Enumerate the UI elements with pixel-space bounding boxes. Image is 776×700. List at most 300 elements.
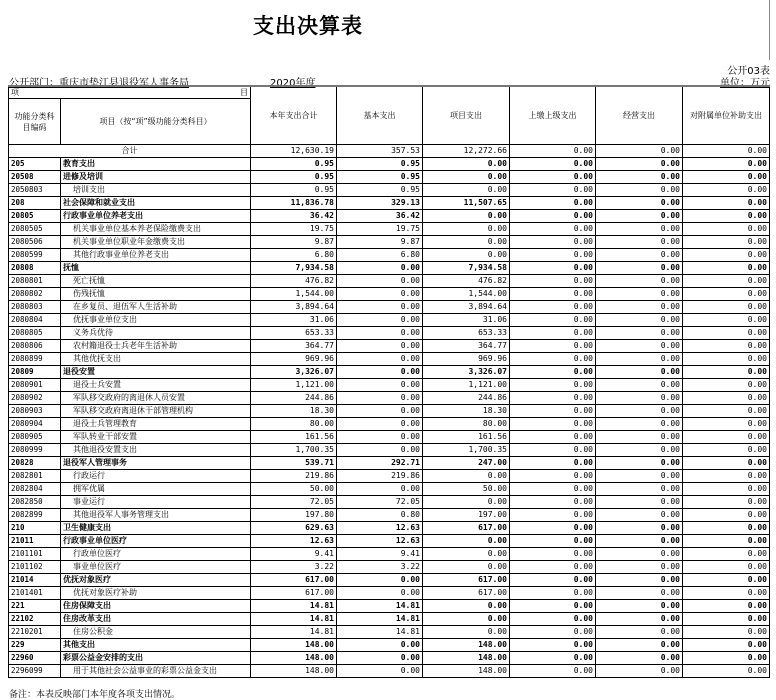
- row-value: 617.00: [423, 574, 510, 587]
- row-name: 其他退役军人事务管理支出: [61, 509, 251, 522]
- row-value: 1,121.00: [423, 379, 510, 392]
- row-value: 0.00: [683, 509, 770, 522]
- row-value: 0.00: [510, 353, 596, 366]
- header-name: 项目（按“项”级功能分类科目）: [61, 99, 251, 145]
- title-text: 支出决算表: [253, 14, 363, 38]
- row-value: 9.87: [337, 236, 423, 249]
- row-value: 219.86: [251, 470, 337, 483]
- row-value: 148.00: [251, 652, 337, 665]
- row-value: 0.80: [337, 509, 423, 522]
- total-label: 合计: [9, 145, 251, 158]
- row-value: 0.00: [510, 366, 596, 379]
- form-number: 公开03表: [727, 66, 770, 77]
- table-row: [9, 314, 770, 327]
- row-value: 0.00: [683, 366, 770, 379]
- row-value: 0.00: [683, 574, 770, 587]
- table-row: [9, 353, 770, 366]
- row-name: 住房公积金: [61, 626, 251, 639]
- row-value: 0.00: [683, 405, 770, 418]
- row-code: 2080505: [9, 223, 61, 236]
- row-value: 617.00: [423, 522, 510, 535]
- row-value: 0.00: [596, 444, 683, 457]
- row-value: 0.00: [510, 457, 596, 470]
- row-value: 0.00: [423, 223, 510, 236]
- row-name: 住房保障支出: [61, 600, 251, 613]
- table-row: [9, 665, 770, 678]
- table-row: [9, 431, 770, 444]
- row-name: 教育支出: [61, 158, 251, 171]
- row-value: 329.13: [337, 197, 423, 210]
- header-group: [9, 86, 251, 99]
- unit-label: 单位：万元: [720, 78, 770, 89]
- header-group-right: 目: [240, 88, 248, 98]
- row-value: 0.00: [596, 639, 683, 652]
- table-row: [9, 483, 770, 496]
- row-code: 2296099: [9, 665, 61, 678]
- row-value: 148.00: [423, 665, 510, 678]
- row-name: 在乡复员、退伍军人生活补助: [61, 301, 251, 314]
- row-value: 3,326.07: [423, 366, 510, 379]
- row-value: 0.00: [510, 509, 596, 522]
- row-value: 0.00: [423, 158, 510, 171]
- row-value: 0.00: [683, 496, 770, 509]
- row-name: 优抚对象医疗补助: [61, 587, 251, 600]
- row-value: 0.95: [251, 184, 337, 197]
- row-code: 2080506: [9, 236, 61, 249]
- row-value: 0.00: [596, 613, 683, 626]
- row-value: 18.30: [251, 405, 337, 418]
- row-value: 0.00: [596, 249, 683, 262]
- row-value: 0.00: [596, 236, 683, 249]
- row-value: 0.00: [596, 288, 683, 301]
- row-value: 148.00: [251, 639, 337, 652]
- row-value: 0.00: [596, 314, 683, 327]
- row-value: 0.00: [683, 600, 770, 613]
- header-code: 功能分类科目编码: [9, 99, 61, 145]
- row-name: 行政运行: [61, 470, 251, 483]
- row-value: 0.00: [683, 470, 770, 483]
- row-value: 7,934.58: [251, 262, 337, 275]
- row-value: 11,836.78: [251, 197, 337, 210]
- row-value: 0.00: [337, 418, 423, 431]
- row-value: 0.00: [423, 236, 510, 249]
- row-value: 0.00: [596, 665, 683, 678]
- row-code: 2080804: [9, 314, 61, 327]
- row-value: 19.75: [337, 223, 423, 236]
- row-value: 0.00: [596, 574, 683, 587]
- row-code: 2080903: [9, 405, 61, 418]
- row-value: 0.00: [423, 535, 510, 548]
- row-name: 进修及培训: [61, 171, 251, 184]
- row-name: 退役军人管理事务: [61, 457, 251, 470]
- row-name: 住房改革支出: [61, 613, 251, 626]
- table-row: [9, 327, 770, 340]
- row-value: 0.00: [596, 431, 683, 444]
- row-code: 2101101: [9, 548, 61, 561]
- row-value: 161.56: [423, 431, 510, 444]
- row-value: 11,507.65: [423, 197, 510, 210]
- row-value: 9.41: [251, 548, 337, 561]
- row-value: 244.86: [423, 392, 510, 405]
- row-name: 机关事业单位职业年金缴费支出: [61, 236, 251, 249]
- row-value: 0.00: [510, 561, 596, 574]
- row-value: 6.80: [337, 249, 423, 262]
- row-value: 0.00: [337, 574, 423, 587]
- table-row: [9, 275, 770, 288]
- row-value: 19.75: [251, 223, 337, 236]
- row-value: 0.00: [683, 353, 770, 366]
- row-name: 军队移交政府离退休干部管理机构: [61, 405, 251, 418]
- row-value: 0.00: [423, 210, 510, 223]
- row-value: 0.00: [510, 314, 596, 327]
- row-value: 0.00: [596, 184, 683, 197]
- row-value: 0.00: [596, 171, 683, 184]
- row-value: 0.00: [683, 249, 770, 262]
- row-value: 0.00: [510, 418, 596, 431]
- row-value: 0.00: [510, 444, 596, 457]
- row-code: 2082850: [9, 496, 61, 509]
- row-value: 244.86: [251, 392, 337, 405]
- row-name: 拥军优属: [61, 483, 251, 496]
- row-value: 0.00: [596, 275, 683, 288]
- row-code: 2080805: [9, 327, 61, 340]
- footnote: 备注：本表反映部门本年度各项支出情况。: [9, 690, 181, 700]
- row-value: 1,700.35: [251, 444, 337, 457]
- row-value: 476.82: [251, 275, 337, 288]
- row-value: 31.06: [251, 314, 337, 327]
- table-row: [9, 444, 770, 457]
- row-value: 3,326.07: [251, 366, 337, 379]
- row-name: 行政单位医疗: [61, 548, 251, 561]
- row-value: 629.63: [251, 522, 337, 535]
- row-code: 2210201: [9, 626, 61, 639]
- row-value: 969.96: [423, 353, 510, 366]
- row-value: 0.00: [683, 171, 770, 184]
- row-name: 义务兵优待: [61, 327, 251, 340]
- row-value: 0.00: [337, 587, 423, 600]
- row-value: 9.87: [251, 236, 337, 249]
- row-value: 0.00: [596, 327, 683, 340]
- row-value: 0.00: [596, 353, 683, 366]
- row-name: 死亡抚恤: [61, 275, 251, 288]
- row-value: 3,894.64: [423, 301, 510, 314]
- table-row: [9, 379, 770, 392]
- row-value: 0.95: [251, 158, 337, 171]
- row-value: 219.86: [337, 470, 423, 483]
- row-value: 0.00: [683, 184, 770, 197]
- row-value: 197.00: [423, 509, 510, 522]
- row-value: 0.00: [683, 548, 770, 561]
- table-row: [9, 457, 770, 470]
- row-value: 0.00: [337, 379, 423, 392]
- expenditure-table: [8, 85, 770, 678]
- row-value: 0.00: [596, 483, 683, 496]
- row-value: 617.00: [251, 574, 337, 587]
- row-code: 2080806: [9, 340, 61, 353]
- row-value: 0.00: [337, 262, 423, 275]
- row-value: 0.00: [423, 626, 510, 639]
- row-code: 20805: [9, 210, 61, 223]
- row-value: 0.00: [683, 639, 770, 652]
- row-value: 72.05: [337, 496, 423, 509]
- row-value: 12.63: [251, 535, 337, 548]
- row-value: 0.00: [337, 353, 423, 366]
- row-value: 0.00: [683, 392, 770, 405]
- row-value: 0.00: [510, 275, 596, 288]
- row-value: 0.00: [337, 327, 423, 340]
- row-value: 0.00: [337, 405, 423, 418]
- row-value: 0.00: [337, 392, 423, 405]
- row-value: 653.33: [251, 327, 337, 340]
- row-value: 148.00: [423, 652, 510, 665]
- row-value: 14.81: [337, 613, 423, 626]
- row-value: 0.00: [510, 496, 596, 509]
- total-value: 12,630.19: [251, 145, 337, 158]
- table-row: [9, 236, 770, 249]
- header-col-operating: 经营支出: [596, 86, 683, 145]
- row-value: 0.00: [596, 626, 683, 639]
- row-value: 292.71: [337, 457, 423, 470]
- row-value: 969.96: [251, 353, 337, 366]
- row-name: 伤残抚恤: [61, 288, 251, 301]
- row-value: 0.00: [510, 613, 596, 626]
- row-code: 2080599: [9, 249, 61, 262]
- row-value: 36.42: [251, 210, 337, 223]
- row-value: 0.00: [337, 314, 423, 327]
- row-value: 80.00: [251, 418, 337, 431]
- row-value: 18.30: [423, 405, 510, 418]
- row-value: 653.33: [423, 327, 510, 340]
- department-label: 公开部门：重庆市垫江县退役军人事务局: [9, 78, 189, 89]
- row-name: 优抚事业单位支出: [61, 314, 251, 327]
- row-code: 210: [9, 522, 61, 535]
- row-code: 2050803: [9, 184, 61, 197]
- row-value: 9.41: [337, 548, 423, 561]
- table-row: [9, 522, 770, 535]
- row-value: 0.00: [337, 444, 423, 457]
- row-value: 0.00: [596, 522, 683, 535]
- row-value: 0.00: [683, 314, 770, 327]
- row-value: 0.00: [683, 340, 770, 353]
- row-value: 0.00: [510, 470, 596, 483]
- row-value: 1,544.00: [251, 288, 337, 301]
- header-col-project: 项目支出: [423, 86, 510, 145]
- row-value: 617.00: [251, 587, 337, 600]
- row-value: 0.00: [683, 418, 770, 431]
- row-value: 0.00: [683, 652, 770, 665]
- row-value: 0.00: [596, 470, 683, 483]
- row-value: 0.00: [510, 574, 596, 587]
- row-name: 优抚对象医疗: [61, 574, 251, 587]
- row-value: 0.00: [510, 652, 596, 665]
- table-row: [9, 418, 770, 431]
- row-value: 0.00: [510, 288, 596, 301]
- row-value: 148.00: [251, 665, 337, 678]
- row-value: 0.00: [596, 392, 683, 405]
- row-value: 0.00: [510, 522, 596, 535]
- row-value: 0.00: [423, 249, 510, 262]
- row-value: 0.00: [683, 327, 770, 340]
- header-col-basic: 基本支出: [337, 86, 423, 145]
- row-value: 0.00: [510, 236, 596, 249]
- row-value: 0.00: [596, 600, 683, 613]
- row-value: 0.00: [596, 210, 683, 223]
- row-value: 0.00: [596, 418, 683, 431]
- row-name: 用于其他社会公益事业的彩票公益金支出: [61, 665, 251, 678]
- row-value: 0.00: [683, 275, 770, 288]
- row-value: 0.00: [337, 483, 423, 496]
- row-value: 3,894.64: [251, 301, 337, 314]
- row-code: 2080901: [9, 379, 61, 392]
- row-value: 0.00: [683, 223, 770, 236]
- row-value: 0.00: [683, 522, 770, 535]
- row-value: 0.00: [423, 171, 510, 184]
- row-value: 0.00: [683, 197, 770, 210]
- row-value: 0.00: [596, 496, 683, 509]
- row-name: 卫生健康支出: [61, 522, 251, 535]
- row-value: 0.00: [510, 639, 596, 652]
- table-row: [9, 613, 770, 626]
- row-value: 148.00: [423, 639, 510, 652]
- row-value: 0.00: [423, 561, 510, 574]
- table-row: [9, 626, 770, 639]
- row-value: 50.00: [251, 483, 337, 496]
- table-row: [9, 249, 770, 262]
- fiscal-year: 2020年度: [270, 78, 316, 89]
- row-value: 0.00: [596, 535, 683, 548]
- row-value: 0.00: [596, 652, 683, 665]
- row-name: 军队转业干部安置: [61, 431, 251, 444]
- row-code: 2080803: [9, 301, 61, 314]
- table-row: [9, 574, 770, 587]
- row-code: 2080801: [9, 275, 61, 288]
- table-row: [9, 223, 770, 236]
- row-value: 476.82: [423, 275, 510, 288]
- row-value: 1,121.00: [251, 379, 337, 392]
- table-row: [9, 496, 770, 509]
- row-name: 培训支出: [61, 184, 251, 197]
- row-value: 0.00: [683, 626, 770, 639]
- row-code: 20808: [9, 262, 61, 275]
- table-row: [9, 535, 770, 548]
- row-value: 0.00: [683, 535, 770, 548]
- row-name: 其他退役安置支出: [61, 444, 251, 457]
- row-value: 0.00: [596, 158, 683, 171]
- row-value: 0.00: [510, 431, 596, 444]
- total-value: 0.00: [683, 145, 770, 158]
- row-code: 208: [9, 197, 61, 210]
- page-edge-divider: [769, 0, 770, 60]
- row-code: 2082899: [9, 509, 61, 522]
- row-value: 3.22: [251, 561, 337, 574]
- total-value: 0.00: [510, 145, 596, 158]
- header-col-total: 本年支出合计: [251, 86, 337, 145]
- row-value: 14.81: [337, 600, 423, 613]
- row-value: 0.00: [510, 405, 596, 418]
- row-value: 0.00: [510, 210, 596, 223]
- row-value: 0.00: [683, 561, 770, 574]
- row-name: 军队移交政府的离退休人员安置: [61, 392, 251, 405]
- row-code: 2080899: [9, 353, 61, 366]
- row-code: 2082804: [9, 483, 61, 496]
- row-name: 退役安置: [61, 366, 251, 379]
- total-value: 12,272.66: [423, 145, 510, 158]
- row-value: 0.00: [683, 613, 770, 626]
- row-name: 事业单位医疗: [61, 561, 251, 574]
- row-value: 0.00: [423, 548, 510, 561]
- total-row: [9, 145, 770, 158]
- row-value: 0.00: [510, 158, 596, 171]
- row-value: 161.56: [251, 431, 337, 444]
- row-value: 0.00: [510, 249, 596, 262]
- row-code: 21011: [9, 535, 61, 548]
- table-row: [9, 392, 770, 405]
- table-row: [9, 470, 770, 483]
- row-code: 2080999: [9, 444, 61, 457]
- row-value: 14.81: [251, 626, 337, 639]
- row-value: 0.00: [596, 301, 683, 314]
- row-value: 0.00: [337, 288, 423, 301]
- row-value: 0.95: [251, 171, 337, 184]
- header-col-subsidy: 对附属单位补助支出: [683, 86, 770, 145]
- row-value: 7,934.58: [423, 262, 510, 275]
- header-group-left: 项: [11, 88, 19, 98]
- row-value: 0.00: [510, 665, 596, 678]
- row-value: 0.00: [510, 197, 596, 210]
- row-value: 0.00: [596, 548, 683, 561]
- row-name: 其他优抚支出: [61, 353, 251, 366]
- row-value: 0.00: [683, 457, 770, 470]
- row-value: 0.00: [423, 613, 510, 626]
- row-value: 0.00: [596, 340, 683, 353]
- row-value: 0.00: [510, 600, 596, 613]
- row-value: 0.00: [510, 171, 596, 184]
- row-name: 行政事业单位养老支出: [61, 210, 251, 223]
- table-row: [9, 171, 770, 184]
- row-value: 0.00: [337, 366, 423, 379]
- row-value: 247.00: [423, 457, 510, 470]
- row-code: 2080904: [9, 418, 61, 431]
- row-value: 1,544.00: [423, 288, 510, 301]
- row-value: 0.00: [510, 626, 596, 639]
- row-value: 0.00: [510, 301, 596, 314]
- row-value: 0.00: [596, 509, 683, 522]
- row-value: 12.63: [337, 535, 423, 548]
- row-value: 12.63: [337, 522, 423, 535]
- row-name: 其他支出: [61, 639, 251, 652]
- row-value: 14.81: [337, 626, 423, 639]
- table-row: [9, 340, 770, 353]
- row-value: 0.00: [337, 340, 423, 353]
- row-code: 2101102: [9, 561, 61, 574]
- row-value: 364.77: [251, 340, 337, 353]
- row-value: 80.00: [423, 418, 510, 431]
- row-code: 2101401: [9, 587, 61, 600]
- row-value: 0.00: [596, 262, 683, 275]
- row-value: 0.00: [683, 431, 770, 444]
- row-value: 0.00: [337, 652, 423, 665]
- row-value: 0.00: [423, 184, 510, 197]
- row-value: 0.00: [683, 288, 770, 301]
- row-value: 0.95: [337, 171, 423, 184]
- table-row: [9, 158, 770, 171]
- row-value: 0.00: [510, 587, 596, 600]
- row-value: 0.00: [510, 483, 596, 496]
- row-value: 0.00: [337, 275, 423, 288]
- row-name: 其他行政事业单位养老支出: [61, 249, 251, 262]
- table-row: [9, 587, 770, 600]
- row-name: 农村籍退役士兵老年生活补助: [61, 340, 251, 353]
